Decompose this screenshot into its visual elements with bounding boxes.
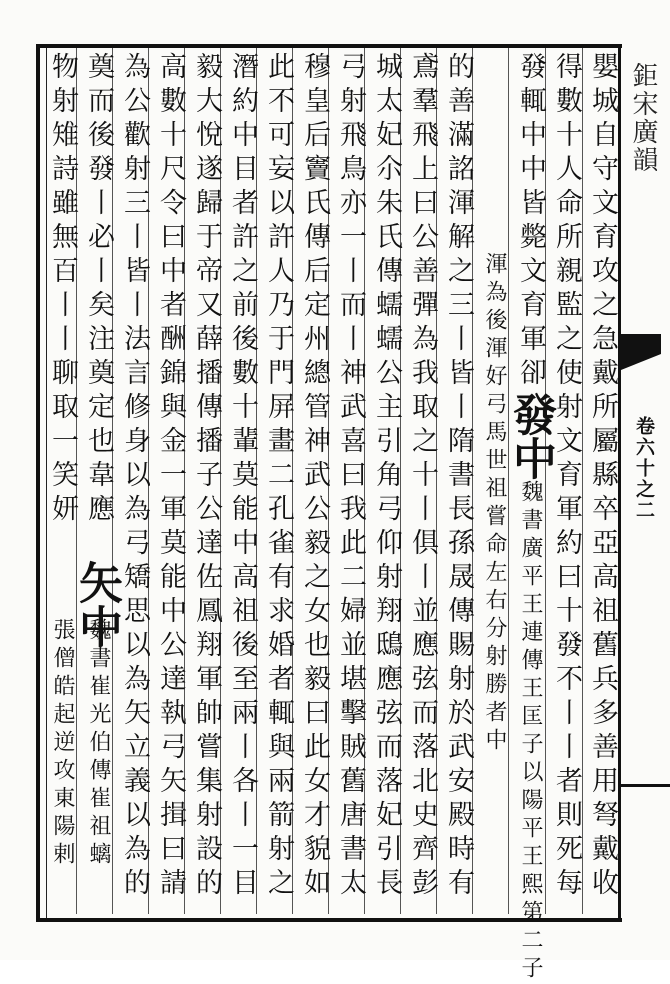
annotation: 魏書廣平王連傳王匡子以陽平王熙第二子 [518,480,543,984]
text-column: 鳶羣飛上曰公善彈為我取之十丨俱丨並應弦而落北史齊彭 [407,52,438,902]
text-column [505,52,556,984]
text-segment: 物射雉詩雖無百丨丨聊取一笑妍 [47,52,78,528]
text-segment: 奠而後發丨必丨矣注奠定也韋應 [83,52,114,528]
text-column: 城太妃尒朱氏傳蠕蠕公主引角弓仰射翔鴟應弦而落妃引長 [371,52,402,902]
annotation: 魏書崔光伯傳崔祖螭 [86,618,111,870]
text-column: 毅大悅遂歸于帝又薛播傳播子公達佐鳳翔軍帥嘗集射設的 [191,52,222,902]
headword: 發中 [505,392,556,480]
juan-number: 卷六十之二 [633,416,655,521]
text-column: 的善滿詺渾解之三丨皆丨隋書長孫晟傳賜射於武安殿時有 [443,52,474,902]
text-column: 嬰城自守文育攻之急戴所屬縣卒亞高祖舊兵多善用弩戴收 [587,52,618,902]
headword: 矢中 [71,560,122,648]
book-title: 鉅宋廣韻 [628,62,658,174]
text-column: 為公歡射三丨皆丨法言修身以為弓矯思以為矢立義以為的 [119,52,150,902]
text-column: 高數十尺令曰中者酬錦與金一軍莫能中公達執弓矢揖曰請 [155,52,186,902]
text-column: 潛約中目者許之前後數十輩莫能中高祖後至兩丨各丨一目 [227,52,258,902]
fishtail-mark-icon [621,334,661,370]
text-column: 此不可妄以許人乃于門屏畫二孔雀有求婚者輒與兩箭射之 [263,52,294,902]
annotation: 張僧皓起逆攻東陽剌 [50,618,75,870]
banxin-divider [621,784,670,787]
text-segment: 發輒中中皆斃文育軍卻 [515,52,546,392]
text-column: 得數十人命所親監之使射文育軍約曰十發不丨丨者則死每 [551,52,582,902]
text-column: 穆皇后竇氏傳后定州總管神武公毅之女也毅曰此女才貌如 [299,52,330,902]
text-column: 弓射飛鳥亦一丨而丨神武喜曰我此二婦並堪擊賊舊唐書太 [335,52,366,902]
annotation: 渾為後渾好弓馬世祖嘗命左右分射勝者中 [482,252,507,756]
text-column [476,52,512,912]
page-margin-banxin [618,44,661,918]
